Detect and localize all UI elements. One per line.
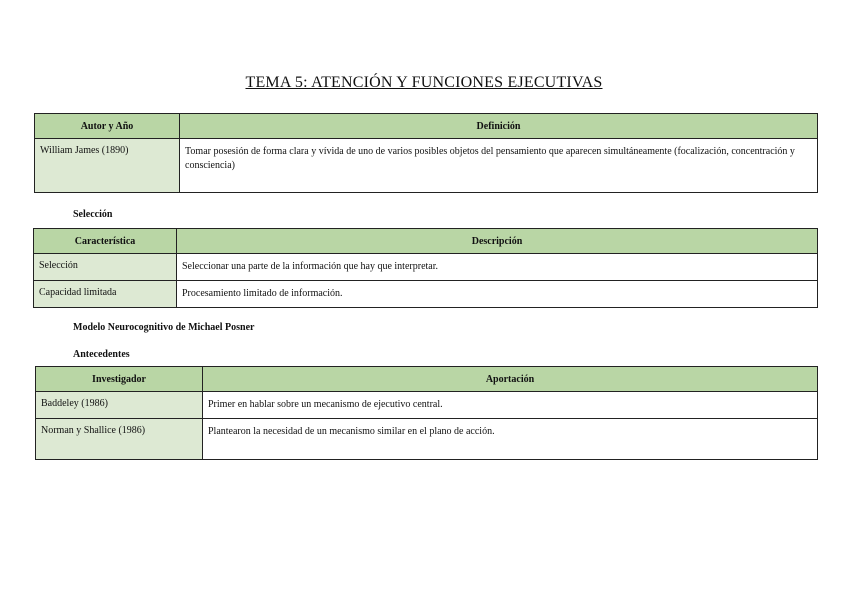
section-heading: Selección [73,209,113,220]
antecedents-table [35,366,818,460]
section-subheading: Antecedentes [73,349,130,360]
table-row [36,419,818,460]
column-header: Descripción [177,229,818,254]
column-header: Aportación [203,367,818,392]
table-cell: William James (1890) [35,139,180,193]
column-header: Característica [34,229,177,254]
table-header-row [34,229,818,254]
table-row [34,254,818,281]
characteristics-table [33,228,818,308]
section-heading: Modelo Neurocognitivo de Michael Posner [73,322,255,333]
author-definition-table [34,113,818,193]
table-cell: Seleccionar una parte de la información que hay que interpretar. [177,254,818,281]
table-row [36,392,818,419]
table-cell: Baddeley (1986) [36,392,203,419]
table-cell: Capacidad limitada [34,281,177,308]
table-cell: Primer en hablar sobre un mecanismo de ejecutivo central. [203,392,818,419]
table-cell: Norman y Shallice (1986) [36,419,203,460]
table-cell: Procesamiento limitado de información. [177,281,818,308]
page-title: TEMA 5: ATENCIÓN Y FUNCIONES EJECUTIVAS [245,74,603,91]
table-cell: Plantearon la necesidad de un mecanismo similar en el plano de acción. [203,419,818,460]
table-cell: Tomar posesión de forma clara y vívida de uno de varios posibles objetos del pensamiento que aparecen simultáneamente (focalización, concentración y consciencia) [180,139,818,193]
table-header-row [35,114,818,139]
column-header: Autor y Año [35,114,180,139]
table-cell: Selección [34,254,177,281]
column-header: Definición [180,114,818,139]
table-row [34,281,818,308]
column-header: Investigador [36,367,203,392]
table-header-row [36,367,818,392]
table-row [35,139,818,193]
